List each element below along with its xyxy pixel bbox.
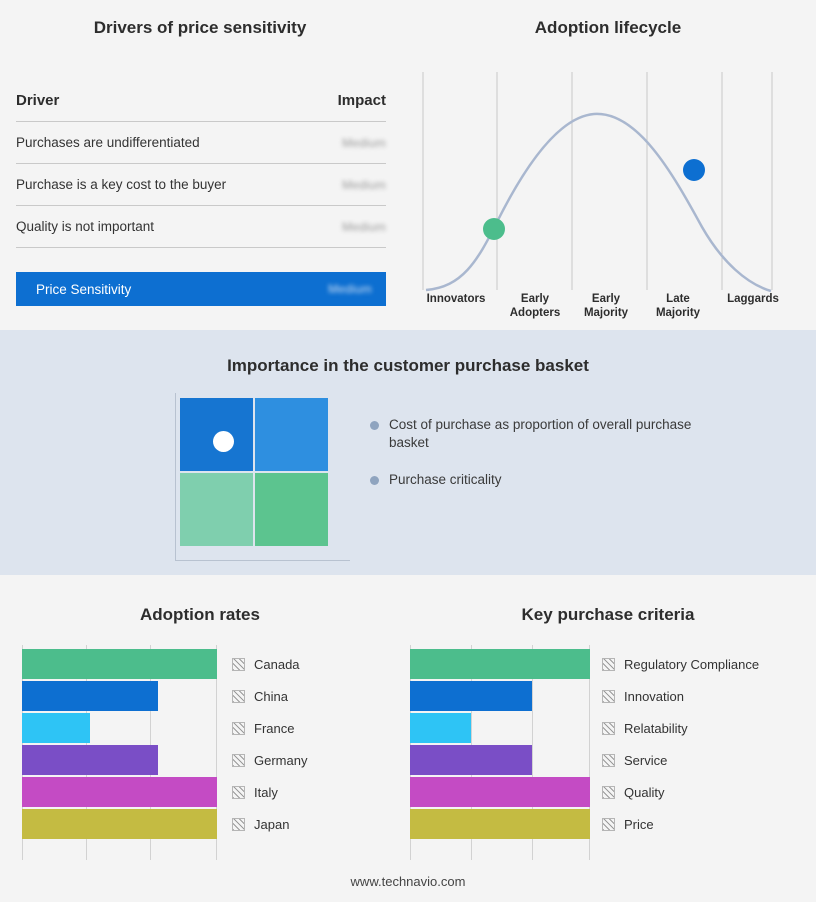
bar-service [410, 745, 532, 775]
legend-item [602, 808, 812, 840]
drivers-panel [0, 0, 400, 330]
hatch-swatch-icon [232, 722, 245, 735]
hatch-swatch-icon [602, 690, 615, 703]
stage-label-early-adopters: Early Adopters [509, 293, 561, 319]
driver-name: Purchase is a key cost to the buyer [16, 164, 276, 206]
hatch-swatch-icon [602, 722, 615, 735]
stage-label-innovators: Innovators [426, 293, 486, 305]
legend-item [232, 808, 392, 840]
bar-japan [22, 809, 217, 839]
hatch-swatch-icon [232, 786, 245, 799]
bar-france [22, 713, 90, 743]
stage-label-late-majority: Late Majority [655, 293, 701, 319]
lifecycle-chart [422, 62, 798, 319]
legend-item [370, 416, 700, 452]
legend-item [602, 744, 812, 776]
late-majority-marker [683, 159, 705, 181]
quadrant-position-marker [213, 431, 234, 452]
quadrant-bottom-left [180, 473, 253, 546]
drivers-table [16, 88, 386, 248]
quadrant-y-axis [175, 393, 176, 561]
legend-item [232, 744, 392, 776]
driver-impact [276, 122, 386, 164]
hatch-swatch-icon [602, 658, 615, 671]
legend-label: China [254, 688, 288, 704]
legend-item [232, 776, 392, 808]
driver-name: Purchases are undifferentiated [16, 122, 276, 164]
footer-url: www.technavio.com [350, 874, 466, 889]
stage-label-laggards: Laggards [727, 293, 779, 305]
hatch-swatch-icon [232, 658, 245, 671]
legend-label: Service [624, 752, 668, 768]
lifecycle-title: Adoption lifecycle [534, 18, 682, 37]
hatch-swatch-icon [602, 786, 615, 799]
bar-relatability [410, 713, 471, 743]
legend-label: Japan [254, 816, 290, 832]
innovators-marker [483, 218, 505, 240]
price-sensitivity-label: Price Sensitivity [36, 281, 132, 297]
importance-title: Importance in the customer purchase basket [227, 356, 589, 375]
driver-impact [276, 206, 386, 248]
importance-legend [370, 416, 700, 508]
key-purchase-criteria-legend [602, 648, 812, 840]
legend-label: France [254, 720, 295, 736]
bar-innovation [410, 681, 532, 711]
price-sensitivity-value: Medium [328, 282, 372, 296]
bar-quality [410, 777, 590, 807]
legend-label: Quality [624, 784, 665, 800]
lifecycle-svg [422, 62, 798, 312]
hatch-swatch-icon [232, 690, 245, 703]
driver-impact [276, 164, 386, 206]
hatch-swatch-icon [602, 754, 615, 767]
legend-label: Price [624, 816, 654, 832]
bar-germany [22, 745, 158, 775]
quadrant-x-axis [175, 560, 350, 561]
importance-panel [0, 330, 816, 575]
price-sensitivity-summary [16, 272, 386, 306]
legend-item [370, 471, 700, 489]
column-header-impact: Impact [276, 88, 386, 122]
bullet-icon [370, 476, 379, 485]
quadrant-bottom-right [255, 473, 328, 546]
impact-value: Medium [342, 178, 386, 192]
table-row [16, 122, 386, 164]
driver-name: Quality is not important [16, 206, 276, 248]
bar-canada [22, 649, 217, 679]
legend-item [602, 776, 812, 808]
key-purchase-criteria-title: Key purchase criteria [521, 605, 695, 624]
table-header-row [16, 88, 386, 122]
impact-value: Medium [342, 136, 386, 150]
bar-price [410, 809, 590, 839]
stage-label-early-majority: Early Majority [583, 293, 629, 319]
legend-label: Regulatory Compliance [624, 656, 760, 672]
quadrant-top-right [255, 398, 328, 471]
legend-label: Cost of purchase as proportion of overall purchase basket [389, 417, 692, 450]
legend-item [232, 712, 392, 744]
legend-label: Relatability [624, 720, 688, 736]
lifecycle-panel [400, 0, 816, 330]
adoption-rates-chart [22, 645, 217, 860]
hatch-swatch-icon [232, 754, 245, 767]
lifecycle-curve [426, 114, 771, 291]
quadrant-chart [180, 398, 335, 553]
bar-china [22, 681, 158, 711]
drivers-title: Drivers of price sensitivity [93, 18, 307, 37]
legend-label: Innovation [624, 688, 684, 704]
table-row [16, 206, 386, 248]
legend-label: Purchase criticality [389, 472, 502, 487]
hatch-swatch-icon [232, 818, 245, 831]
adoption-rates-title: Adoption rates [140, 605, 260, 624]
bullet-icon [370, 421, 379, 430]
key-purchase-criteria-chart [410, 645, 590, 860]
legend-item [602, 648, 812, 680]
table-row [16, 164, 386, 206]
legend-item [232, 680, 392, 712]
legend-item [602, 712, 812, 744]
impact-value: Medium [342, 220, 386, 234]
legend-item [232, 648, 392, 680]
legend-label: Canada [254, 656, 300, 672]
hatch-swatch-icon [602, 818, 615, 831]
legend-label: Germany [254, 752, 308, 768]
legend-item [602, 680, 812, 712]
bar-italy [22, 777, 217, 807]
legend-label: Italy [254, 784, 278, 800]
adoption-rates-legend [232, 648, 392, 840]
bar-regulatory-compliance [410, 649, 590, 679]
column-header-driver: Driver [16, 88, 276, 122]
